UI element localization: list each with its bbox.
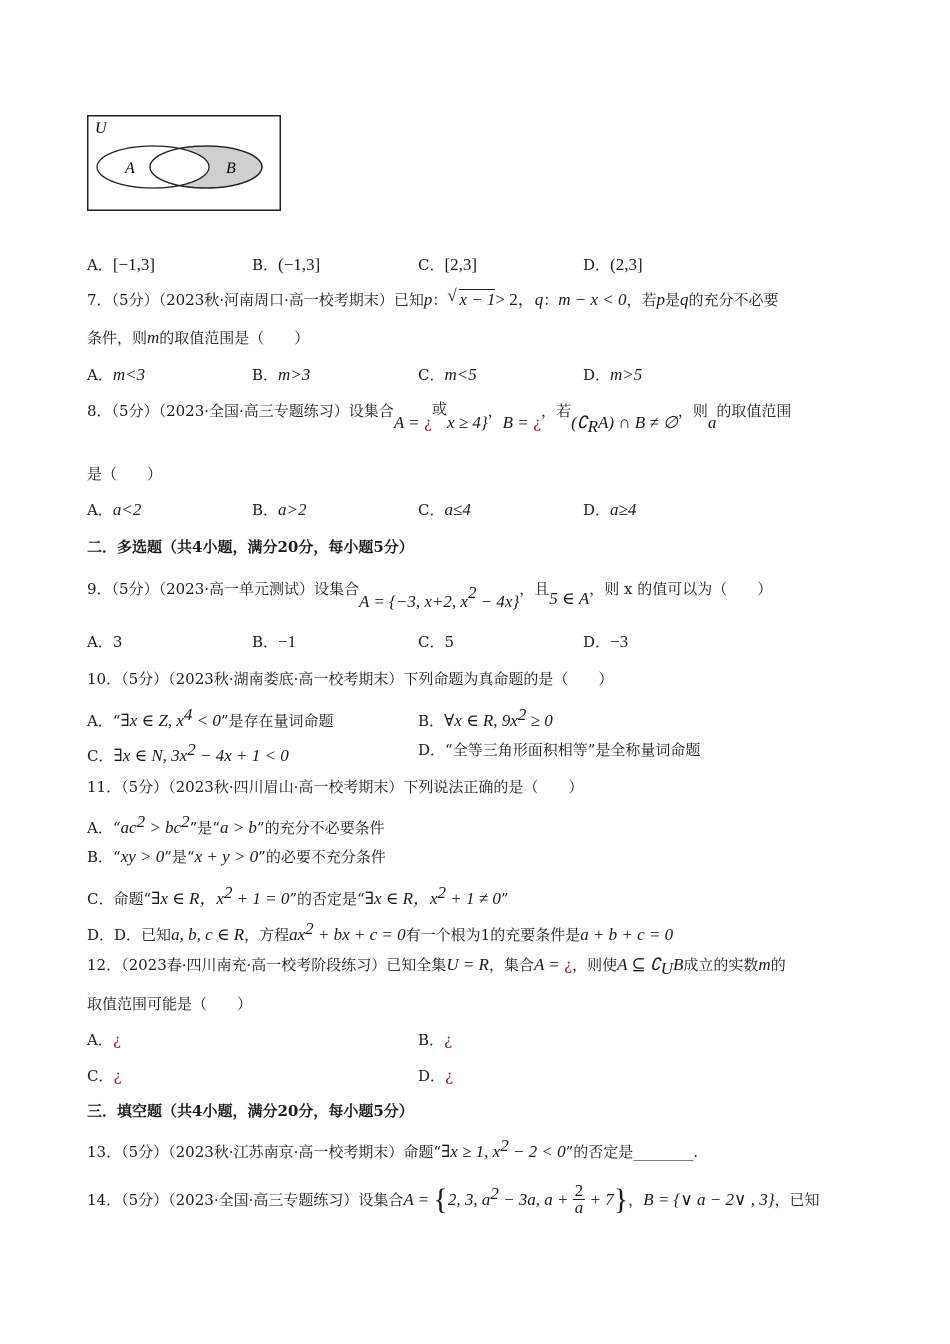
q14-stem: 14．（5分）（2023·全国·高三专题练习）设集合A = {2, 3, $a^2 - 3a$, a + $\frac{2}{a}$ + 7}，B = {∨ a − 2∨ , 3}，已知 <box>87 1180 820 1217</box>
q13-answer-blank: ________ <box>633 1143 694 1161</box>
q6-option-c: C．[2,3] <box>418 255 478 274</box>
q8-option-b: B．a>2 <box>252 500 307 519</box>
q10-option-d: D．“全等三角形面积相等”是全称量词命题 <box>418 741 701 759</box>
set-b-label: B <box>226 160 236 177</box>
q12-stem: 12．（2023春·四川南充·高一校考阶段练习）已知全集U = R，集合A = ¿，则使A ⊆ $∁_UB$成立的实数m的 <box>87 955 786 978</box>
q7-stem-line2: 条件，则m的取值范围是（ ） <box>87 328 310 347</box>
q9-option-a: A．3 <box>87 633 123 651</box>
q7-option-d: D．m>5 <box>583 365 643 384</box>
q11-option-a: A．“$ac^2 > bc^2$”是“a > b”的充分不必要条件 <box>87 812 385 837</box>
q9-option-b: B．−1 <box>252 632 297 651</box>
q12-option-a: A．¿ <box>87 1031 121 1049</box>
universe-label: U <box>95 120 107 137</box>
q9-option-c: C．5 <box>418 633 455 651</box>
q10-stem: 10．（5分）（2023秋·湖南娄底·高一校考期末）下列命题为真命题的是（ ） <box>87 670 614 688</box>
q12-option-c: C．¿ <box>87 1067 122 1085</box>
q6-option-b: B．(−1,3] <box>252 255 321 274</box>
venn-diagram <box>87 115 281 211</box>
q10-option-c: C．∃x ∈ N, $3x^2 - 4x + 1 < 0$ <box>87 740 289 765</box>
q6-option-a: A．[−1,3] <box>87 255 156 274</box>
q12-option-d: D．¿ <box>418 1067 454 1085</box>
q11-option-c: C．命题“∃x ∈ R，$x^2 + 1 = 0$”的否定是“∃x ∈ R，$x^2 + 1 \ne 0$” <box>87 883 509 908</box>
q8-stem-line2: 是（ ） <box>87 465 163 483</box>
q8-option-d: D．a≥4 <box>583 500 637 519</box>
q9-option-d: D．−3 <box>583 632 629 651</box>
q7-stem: 7．（5分）（2023秋·河南周口·高一校考期末）已知p： √ x − 1> 2，q：m − x < 0，若p是q的充分不必要 <box>87 286 779 309</box>
section-2-heading: 二．多选题（共4小题，满分20分，每小题5分） <box>87 538 414 556</box>
q10-option-b: B．∀x ∈ R, $9x^2 \ge 0$ <box>418 705 553 730</box>
q7-option-b: B．m>3 <box>252 365 311 384</box>
q14-fraction: $\frac{2}{a}$ <box>574 1180 584 1217</box>
set-a-label: A <box>125 160 135 177</box>
q13-stem: 13．（5分）（2023秋·江苏南京·高一校考期末）命题“∃x ≥ 1, $x^2 - 2 < 0$”的否定是________. <box>87 1136 699 1161</box>
q8-option-a: A．a<2 <box>87 500 142 519</box>
q9-stem: 9．（5分）（2023·高一单元测试）设集合A = {−3, x+2, $x^2 - 4x$}，且5 ∈ A，则 x 的值可以为（ ） <box>87 580 773 611</box>
q10-option-a: A．“∃x ∈ Z, $x^4 < 0$”是存在量词命题 <box>87 705 334 730</box>
q7-option-c: C．m<5 <box>418 365 477 384</box>
section-3-heading: 三．填空题（共4小题，满分20分，每小题5分） <box>87 1102 414 1120</box>
q12-option-b: B．¿ <box>418 1031 453 1049</box>
q6-option-d: D．(2,3] <box>583 255 643 274</box>
q11-option-d: D．D．已知a, b, c ∈ R，方程$ax^2$ + bx + c = 0有一个根为1的充要条件是a + b + c = 0 <box>87 919 674 944</box>
q8-option-c: C．a≤4 <box>418 500 471 519</box>
q7-sqrt: √ x − 1 <box>447 286 496 309</box>
q11-option-b: B．“xy > 0”是“x + y > 0”的必要不充分条件 <box>87 847 386 866</box>
q12-stem-line2: 取值范围可能是（ ） <box>87 995 253 1013</box>
q8-stem: 8．（5分）（2023·全国·高三专题练习）设集合A = ¿或x ≥ 4}，B = ¿，若$(∁_RA)$ ∩ B ≠ ∅，则a的取值范围 <box>87 400 792 436</box>
q7-option-a: A．m<3 <box>87 365 146 384</box>
q11-stem: 11．（5分）（2023秋·四川眉山·高一校考期末）下列说法正确的是（ ） <box>87 778 584 796</box>
